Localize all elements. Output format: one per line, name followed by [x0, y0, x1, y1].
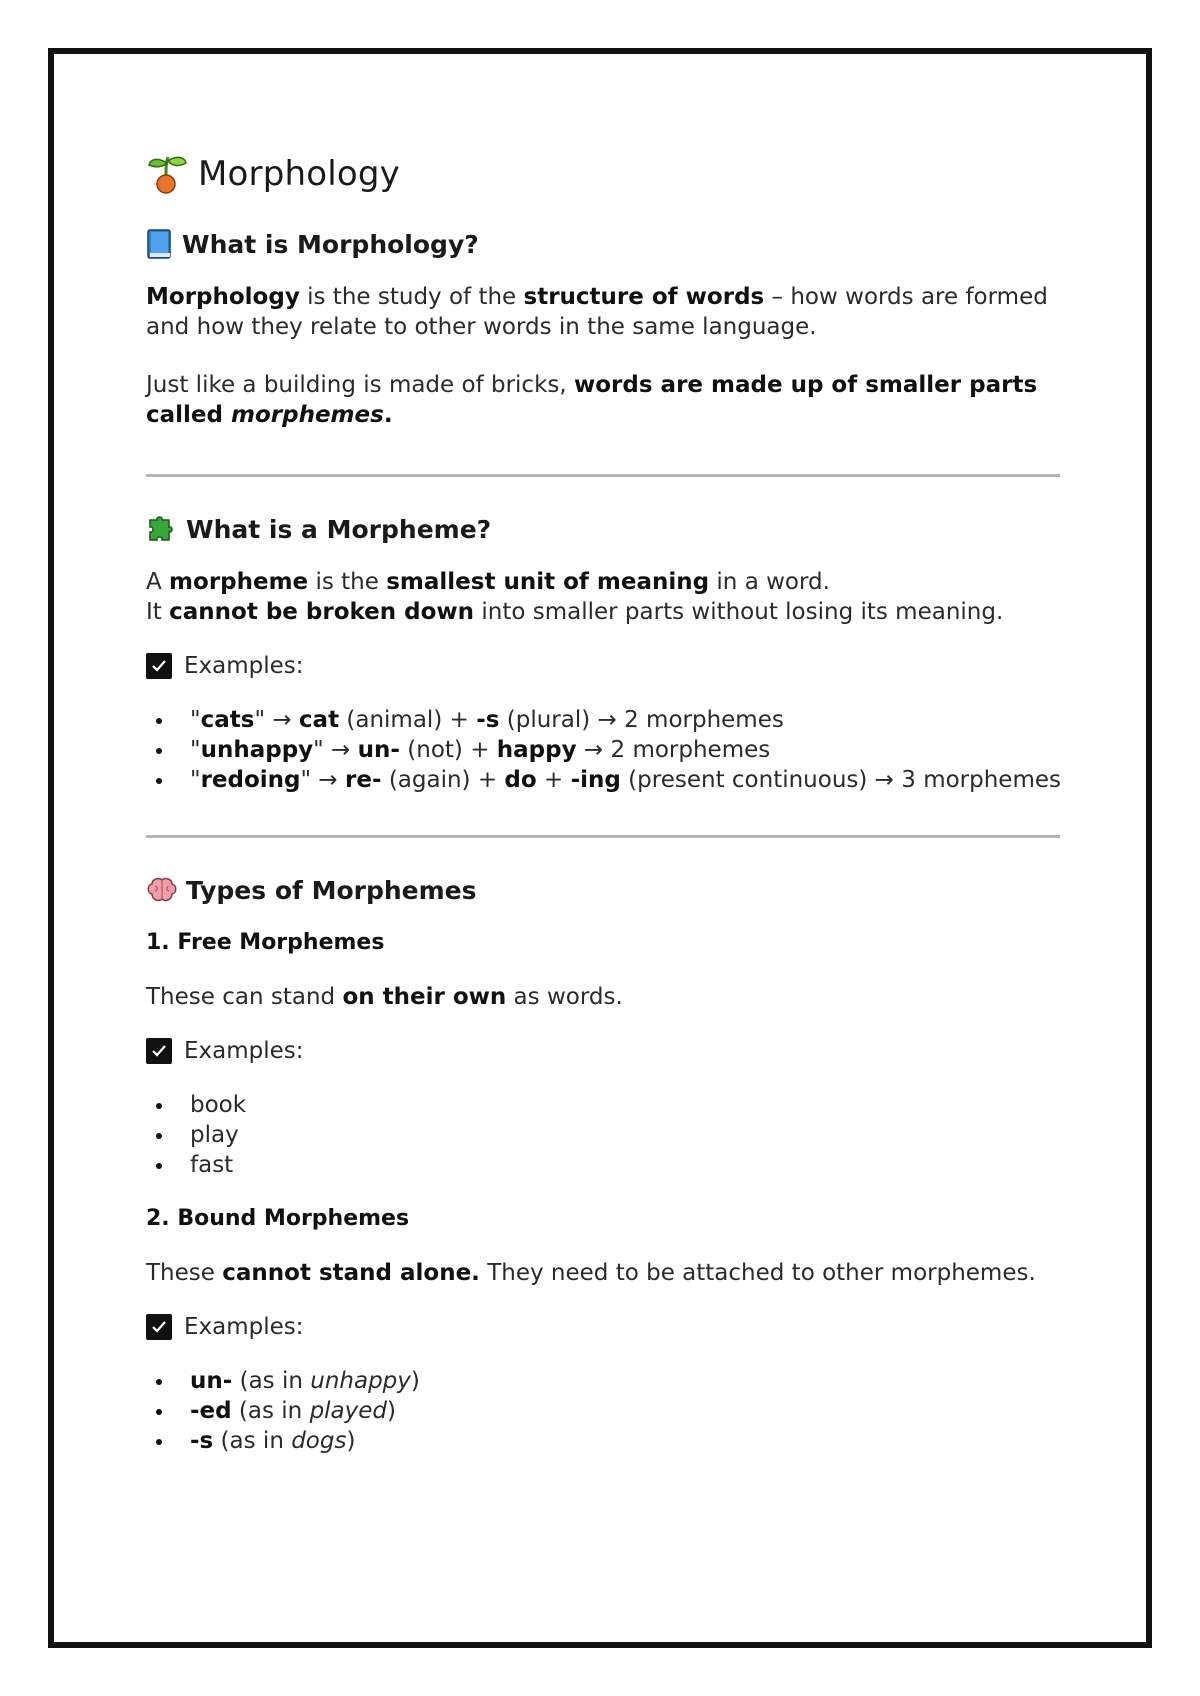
section-divider [146, 474, 1060, 477]
text-segment: Just like a building is made of bricks, [146, 372, 574, 398]
section-heading-text: Types of Morphemes [186, 875, 477, 905]
text-segment: It [146, 599, 170, 625]
morphology-analogy [146, 370, 1060, 430]
list-item: fast [146, 1150, 1060, 1180]
subheading-bound-morphemes: 2. Bound Morphemes [146, 1206, 410, 1231]
list-item [146, 1426, 1060, 1456]
example-word: dogs [291, 1428, 347, 1454]
text-segment: + [536, 767, 571, 793]
morpheme-part: un- [190, 1368, 233, 1394]
puzzle-piece-icon [146, 514, 178, 544]
free-morpheme-examples-list [146, 1090, 1060, 1180]
morpheme-examples-list [146, 705, 1060, 795]
text-segment: (as in [232, 1368, 311, 1394]
list-item [146, 765, 1060, 795]
checkmark-icon [146, 1314, 172, 1340]
bound-morphemes-description [146, 1258, 1060, 1288]
morpheme-part: -s [190, 1428, 214, 1454]
morpheme-part: -s [476, 707, 500, 733]
text-segment: " → [313, 737, 358, 763]
section-heading-text: What is a Morpheme? [186, 514, 492, 544]
document-content [146, 148, 1060, 1456]
text-segment: in a word. [709, 569, 830, 595]
text-segment: A [146, 569, 170, 595]
morpheme-part: do [504, 767, 537, 793]
examples-label-row [146, 1312, 1060, 1342]
text-segment: (as in [213, 1428, 292, 1454]
emphasis-cannot-stand-alone: cannot stand alone. [222, 1260, 480, 1286]
text-segment: words are made up of smaller parts called [146, 372, 1038, 428]
list-item [146, 1396, 1060, 1426]
text-segment: These can stand [146, 984, 343, 1010]
section-heading-types-of-morphemes [146, 872, 1060, 908]
examples-label-row [146, 1036, 1060, 1066]
section-heading-what-is-morphology [146, 226, 1060, 262]
text-segment: (plural) → 2 morphemes [499, 707, 784, 733]
text-segment: (animal) + [339, 707, 477, 733]
text-segment: " [190, 707, 201, 733]
bound-morpheme-examples-list [146, 1366, 1060, 1456]
list-item [146, 735, 1060, 765]
examples-label: Examples: [184, 653, 304, 679]
term-morphemes: morphemes [231, 402, 384, 428]
section-heading-text: What is Morphology? [182, 229, 479, 259]
morpheme-part: cat [298, 707, 340, 733]
blue-book-icon [146, 229, 174, 259]
text-segment: (as in [231, 1398, 310, 1424]
emphasis-on-their-own: on their own [342, 984, 507, 1010]
term-cannot-be-broken: cannot be broken down [169, 599, 475, 625]
seedling-icon [146, 153, 188, 195]
text-segment: " [190, 767, 201, 793]
morpheme-definition-line2 [146, 597, 1060, 627]
text-segment: is the study of the [299, 284, 524, 310]
text-segment: (present continuous) → 3 morphemes [620, 767, 1061, 793]
text-segment: as words. [506, 984, 623, 1010]
text-segment: ) [387, 1398, 396, 1424]
text-segment: They need to be attached to other morphemes. [479, 1260, 1036, 1286]
text-segment: ) [346, 1428, 356, 1454]
examples-label: Examples: [184, 1038, 304, 1064]
checkmark-icon [146, 653, 172, 679]
morpheme-part: happy [496, 737, 577, 763]
examples-label-row [146, 651, 1060, 681]
term-structure-of-words: structure of words [523, 284, 765, 310]
list-item [146, 1366, 1060, 1396]
text-segment: " → [300, 767, 346, 793]
examples-label: Examples: [184, 1314, 304, 1340]
text-segment: into smaller parts without losing its meaning. [474, 599, 1004, 625]
morpheme-part: re- [345, 767, 382, 793]
text-segment: is the [308, 569, 387, 595]
term-smallest-unit: smallest unit of meaning [386, 569, 710, 595]
term-morphology: Morphology [146, 284, 300, 310]
text-segment: These [146, 1260, 223, 1286]
example-word: played [309, 1398, 388, 1424]
text-segment: " → [254, 707, 299, 733]
checkmark-icon [146, 1038, 172, 1064]
list-item: play [146, 1120, 1060, 1150]
text-segment: → 2 morphemes [576, 737, 771, 763]
text-segment: " [190, 737, 201, 763]
text-segment: . [383, 402, 393, 428]
free-morphemes-description [146, 982, 1060, 1012]
term-morpheme: morpheme [169, 569, 309, 595]
morpheme-part: un- [357, 737, 400, 763]
brain-icon [146, 876, 178, 904]
text-segment: (not) + [399, 737, 497, 763]
morpheme-part: -ed [190, 1398, 232, 1424]
morphology-definition [146, 282, 1060, 342]
text-segment: ) [410, 1368, 420, 1394]
example-word: unhappy [310, 1368, 411, 1394]
example-word: unhappy [200, 737, 314, 763]
morpheme-definition-line1 [146, 567, 1060, 597]
page-title-row [146, 148, 1060, 200]
list-item [146, 705, 1060, 735]
example-word: redoing [200, 767, 301, 793]
section-divider [146, 835, 1060, 838]
text-segment: – how words are formed and how they relate to other words in the same language. [146, 284, 1048, 340]
subheading-free-morphemes: 1. Free Morphemes [146, 930, 385, 955]
morpheme-part: -ing [570, 767, 621, 793]
section-heading-what-is-a-morpheme [146, 511, 1060, 547]
list-item: book [146, 1090, 1060, 1120]
page-title: Morphology [198, 154, 400, 194]
example-word: cats [200, 707, 255, 733]
text-segment: (again) + [381, 767, 505, 793]
